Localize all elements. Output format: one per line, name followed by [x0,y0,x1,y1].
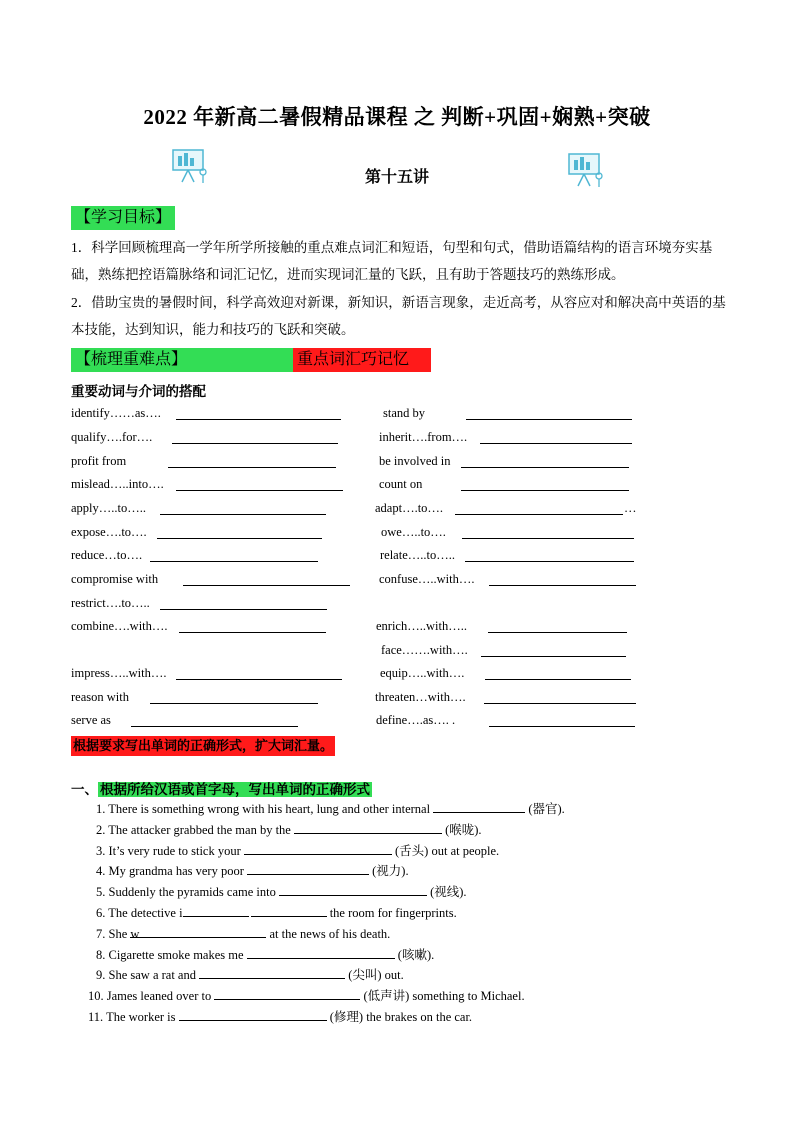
exercise-text: There is something wrong with his heart, lung and other internal [108,802,431,816]
answer-blank[interactable] [433,799,525,813]
exercise-text: James leaned over to [106,989,212,1004]
goal-paragraph-1: 1．科学回顾梳理高一学年所学所接触的重点难点词汇和短语，句型和句式，借助语篇结构的语言环境夯实基础，熟练把控语篇脉络和词汇记忆，进而实现词汇量的飞跃，且有助于答题技巧的熟练形成。 [71,240,713,282]
answer-blank[interactable] [199,965,345,979]
exercise-item [96,861,409,881]
exercise-text: The attacker grabbed the man by the [108,822,291,837]
answer-blank[interactable] [244,841,392,855]
answer-blank[interactable] [176,665,342,680]
exercise-hint: (视线). [430,885,467,900]
collocation-right-phrase: equip…..with…. [380,666,465,680]
answer-blank[interactable] [489,712,635,727]
exercise-item [96,882,467,902]
exercise-hint: (喉咙). [445,822,482,837]
collocation-left-phrase: qualify….for…. [71,430,153,444]
collocation-row [0,593,794,613]
collocation-row [0,545,794,565]
exercise-item [96,903,457,923]
answer-blank[interactable] [461,453,629,468]
exercise-text: It’s very rude to stick your [108,843,241,858]
exercise-text: The worker is [106,1010,176,1024]
collocation-left-phrase: reason with [71,690,129,704]
answer-blank[interactable] [179,1007,327,1021]
exercise-hint: (舌头) out at people. [395,843,500,858]
answer-blank[interactable] [183,571,350,586]
answer-blank[interactable] [465,547,634,562]
answer-blank[interactable] [485,665,631,680]
answer-blank[interactable] [247,945,395,959]
exercise-number: 2. [96,822,106,837]
collocation-left-phrase: impress…..with…. [71,666,167,680]
answer-blank[interactable] [481,642,626,657]
answer-blank[interactable] [462,524,634,539]
answer-blank[interactable] [131,712,298,727]
collocation-left-phrase: profit from [71,454,127,468]
collocation-right-phrase: face…….with…. [381,643,468,657]
collocation-left-phrase: combine….with…. [71,619,168,633]
exercise-number: 10. [88,989,104,1004]
answer-blank[interactable] [157,524,322,539]
answer-blank[interactable] [150,689,318,704]
answer-blank[interactable] [168,453,336,468]
exercise-item [88,986,525,1006]
collocation-row [0,687,794,707]
collocation-row [0,663,794,683]
exercise-item [96,820,482,840]
exercise-number: 9. [96,968,106,983]
answer-blank[interactable] [461,476,629,491]
goals-tag: 【学习目标】 [71,206,175,230]
exercise-number: 6. [96,906,106,920]
exercise-text: She [108,926,128,941]
answer-blank[interactable] [279,882,427,896]
collocation-left-phrase: serve as [71,713,111,727]
exercise-number: 7. [96,926,106,941]
answer-blank[interactable] [251,903,327,917]
collocation-right-phrase: owe…..to…. [381,525,446,539]
review-tag: 【梳理重难点】 [71,348,293,372]
exercise-number: 3. [96,843,106,858]
answer-blank[interactable] [150,547,318,562]
exercise-number: 11. [88,1010,104,1024]
exercise-hint: (视力). [372,864,409,879]
exercise-hint: at the news of his death. [269,926,391,941]
collocation-left-phrase: expose….to…. [71,525,147,539]
exercise-text: She saw a rat and [108,968,196,983]
answer-blank[interactable] [489,571,636,586]
exercise-hint: (器官). [528,802,565,816]
lecture-number: 第十五讲 [364,169,429,186]
page-title: 2022 年新高二暑假精品课程 之 判断+巩固+娴熟+突破 [143,105,651,129]
collocation-left-phrase: restrict….to….. [71,596,150,610]
vocab-tag: 重点词汇巧记忆 [293,348,431,372]
answer-blank[interactable] [172,429,338,444]
collocation-right-phrase: confuse…..with…. [379,572,475,586]
exercise-item [96,945,434,965]
exercise-heading-text: 根据所给汉语或首字母，写出单词的正确形式 [100,782,370,797]
collocation-right-phrase: stand by [383,406,426,420]
collocation-left-phrase: identify……as…. [71,406,161,420]
goal-paragraph-2: 2．借助宝贵的暑假时间，科学高效迎对新课，新知识，新语言现象，走近高考，从容应对和解决高中英语的基本技能，达到知识，能力和技巧的飞跃和突破。 [71,295,726,337]
collocation-right-phrase: adapt….to…. [375,501,444,515]
collocation-left-phrase: compromise with [71,572,159,586]
collocation-row [0,640,794,660]
exercise-item [96,965,404,985]
answer-blank[interactable] [466,405,632,420]
exercise-text: My grandma has very poor [108,864,244,879]
exercise-hint: (修理) the brakes on the car. [329,1010,473,1024]
collocation-right-phrase: inherit….from…. [379,430,468,444]
collocation-right-phrase: define….as…. . [376,713,456,727]
collocation-right-phrase: relate…..to….. [380,548,455,562]
collocation-row [0,474,794,494]
answer-blank[interactable] [488,618,627,633]
answer-blank[interactable] [455,500,623,515]
exercise-hint: (尖叫) out. [348,968,404,983]
exercise-text: Cigarette smoke makes me [108,947,244,962]
collocation-row [0,522,794,542]
exercise-label: 一、 [71,782,98,797]
answer-blank[interactable] [247,861,369,875]
exercise-item [96,841,499,861]
exercise-hint: (低声讲) something to Michael. [363,989,525,1004]
trailing-ellipsis: … [624,501,637,515]
exercise-number: 8. [96,947,106,962]
answer-blank[interactable] [176,405,341,420]
collocation-row [0,569,794,589]
collocation-right-phrase: enrich…..with….. [376,619,467,633]
collocation-left-phrase: mislead…..into…. [71,477,164,491]
initial-letter: w [130,926,140,941]
answer-blank[interactable] [130,924,266,941]
answer-blank[interactable] [294,820,442,834]
collocation-row [0,498,794,518]
exercise-item [96,799,565,819]
collocation-right-phrase: be involved in [379,454,451,468]
exercise-text: Suddenly the pyramids came into [108,885,276,900]
answer-blank[interactable] [214,986,360,1000]
exercise-item [96,924,390,944]
exercise-number: 4. [96,864,106,879]
collocation-row [0,616,794,636]
collocation-row [0,451,794,471]
collocation-row [0,710,794,730]
answer-blank[interactable] [160,500,326,515]
collocation-row [0,427,794,447]
answer-blank[interactable] [176,476,343,491]
collocation-left-phrase: apply…..to….. [71,501,146,515]
collocation-heading: 重要动词与介词的搭配 [71,384,206,399]
exercise-number: 1. [96,802,106,816]
exercise-hint: (咳嗽). [397,947,435,962]
collocation-right-phrase: count on [379,477,423,491]
exercise-hint: the room for fingerprints. [329,906,457,920]
instruction-banner: 根据要求写出单词的正确形式，扩大词汇量。 [71,736,335,756]
answer-blank[interactable] [183,903,249,917]
exercise-text: The detective i [108,906,183,920]
exercise-item [88,1007,472,1027]
collocation-right-phrase: threaten…with…. [375,690,466,704]
answer-blank[interactable] [484,689,636,704]
exercise-heading [71,778,372,798]
collocation-left-phrase: reduce…to…. [71,548,143,562]
collocation-row [0,403,794,423]
answer-blank[interactable] [179,618,326,633]
answer-blank[interactable] [480,429,632,444]
answer-blank[interactable] [160,595,327,610]
exercise-number: 5. [96,885,106,900]
